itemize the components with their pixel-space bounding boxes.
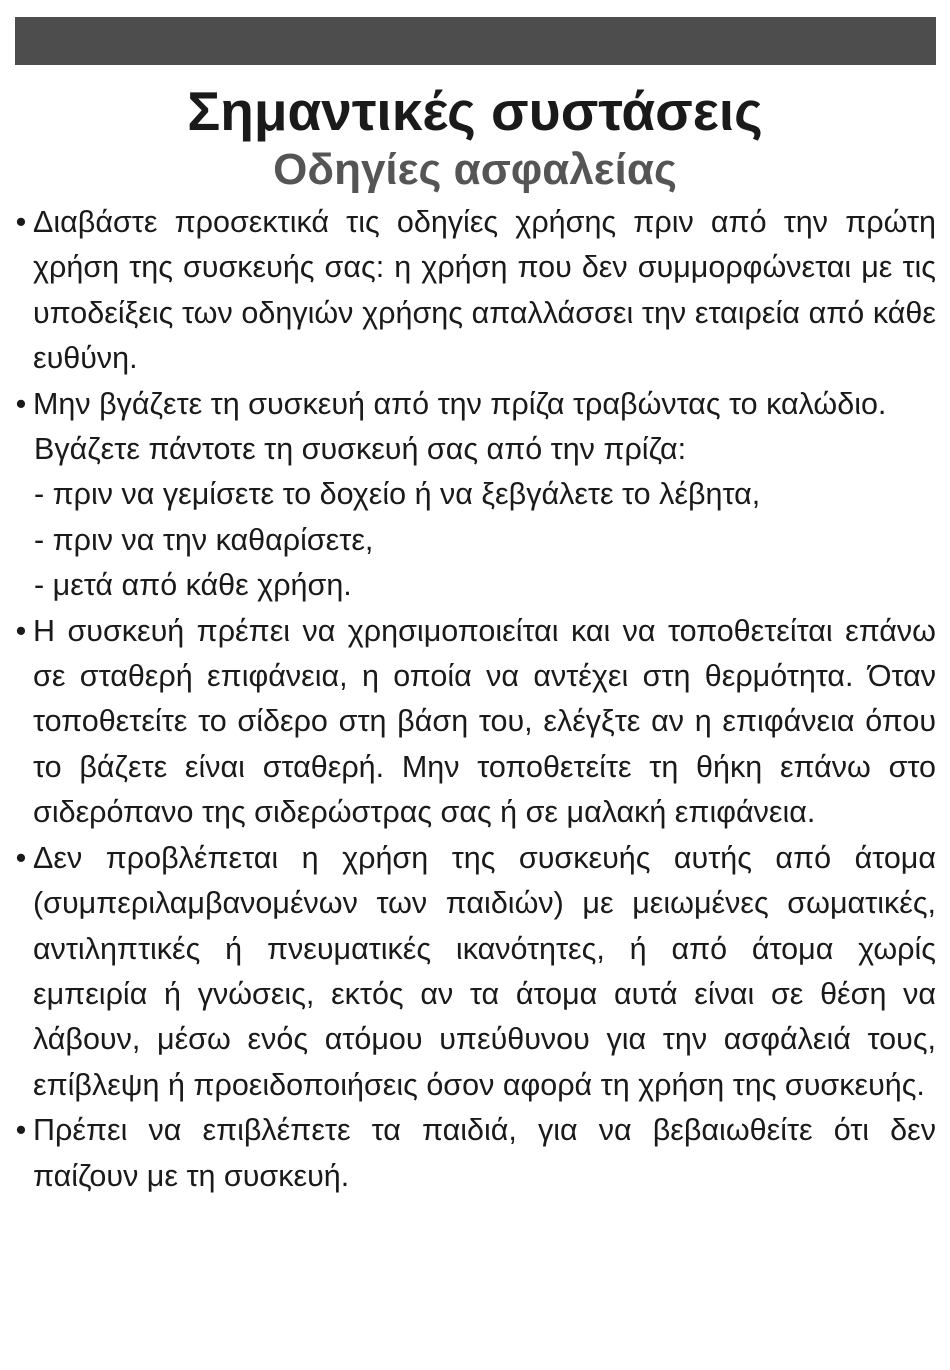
header-bar [15,17,936,65]
sub-list-item: - μετά από κάθε χρήση. [34,568,352,603]
sub-list-item: - πριν να την καθαρίσετε, [34,522,374,557]
list-item [14,836,936,1108]
bullet-icon: • [15,840,27,875]
bullet-icon: • [15,386,27,421]
list-item-text: Δεν προβλέπεται η χρήση της συσκευής αυτής από άτομα (συμπεριλαμβανομένων των παιδιών) με μειωμένες σωματικές, αντιληπτικές ή πνευματικές ικανότητες, ή από άτομα χωρίς εμπειρία ή γνώσεις, εκτός αν τα άτομα αυτά είναι σε θέση να λάβουν, μέσω ενός ατόμου υπεύθυνου για την ασφάλειά τους, επίβλεψη ή προειδοποιήσεις όσον αφορά τη χρήση της συσκευής. [33,840,936,1102]
list-item [14,382,936,427]
bullet-icon: • [15,613,27,648]
list-item-text: Η συσκευή πρέπει να χρησιμοποιείται και να τοποθετείται επάνω σε σταθερή επιφάνεια, η οποία να αντέχει στη θερμότητα. Όταν τοποθετείτε το σίδερο στη βάση του, ελέγξτε αν η επιφάνεια όπου το βάζετε είναι σταθερή. Μην τοποθετείτε τη θήκη επάνω στο σιδερόπανο της σιδερώστρας σας ή σε μαλακή επιφάνεια. [33,613,936,830]
list-item [14,609,936,836]
list-item [14,1108,936,1199]
sub-list-intro: Βγάζετε πάντοτε τη συσκευή σας από την πρίζα: [34,432,687,467]
sub-list-item: - πριν να γεμίσετε το δοχείο ή να ξεβγάλετε το λέβητα, [34,477,761,512]
safety-instructions-list [14,200,936,1199]
list-item-text: Πρέπει να επιβλέπετε τα παιδιά, για να βεβαιωθείτε ότι δεν παίζουν με τη συσκευή. [33,1113,936,1193]
bullet-icon: • [15,1113,27,1148]
bullet-icon: • [15,205,27,239]
page-subtitle: Οδηγίες ασφαλείας [273,145,677,194]
list-item-text: Μην βγάζετε τη συσκευή από την πρίζα τραβώντας το καλώδιο. [33,386,887,421]
list-item [14,200,936,382]
page-title: Σημαντικές συστάσεις [187,80,763,142]
list-item-text: Διαβάστε προσεκτικά τις οδηγίες χρήσης πριν από την πρώτη χρήση της συσκευής σας: η χρήση που δεν συμμορφώνεται με τις υποδείξεις των οδηγιών χρήσης απαλλάσσει την εταιρεία από κάθε ευθύνη. [33,205,936,376]
